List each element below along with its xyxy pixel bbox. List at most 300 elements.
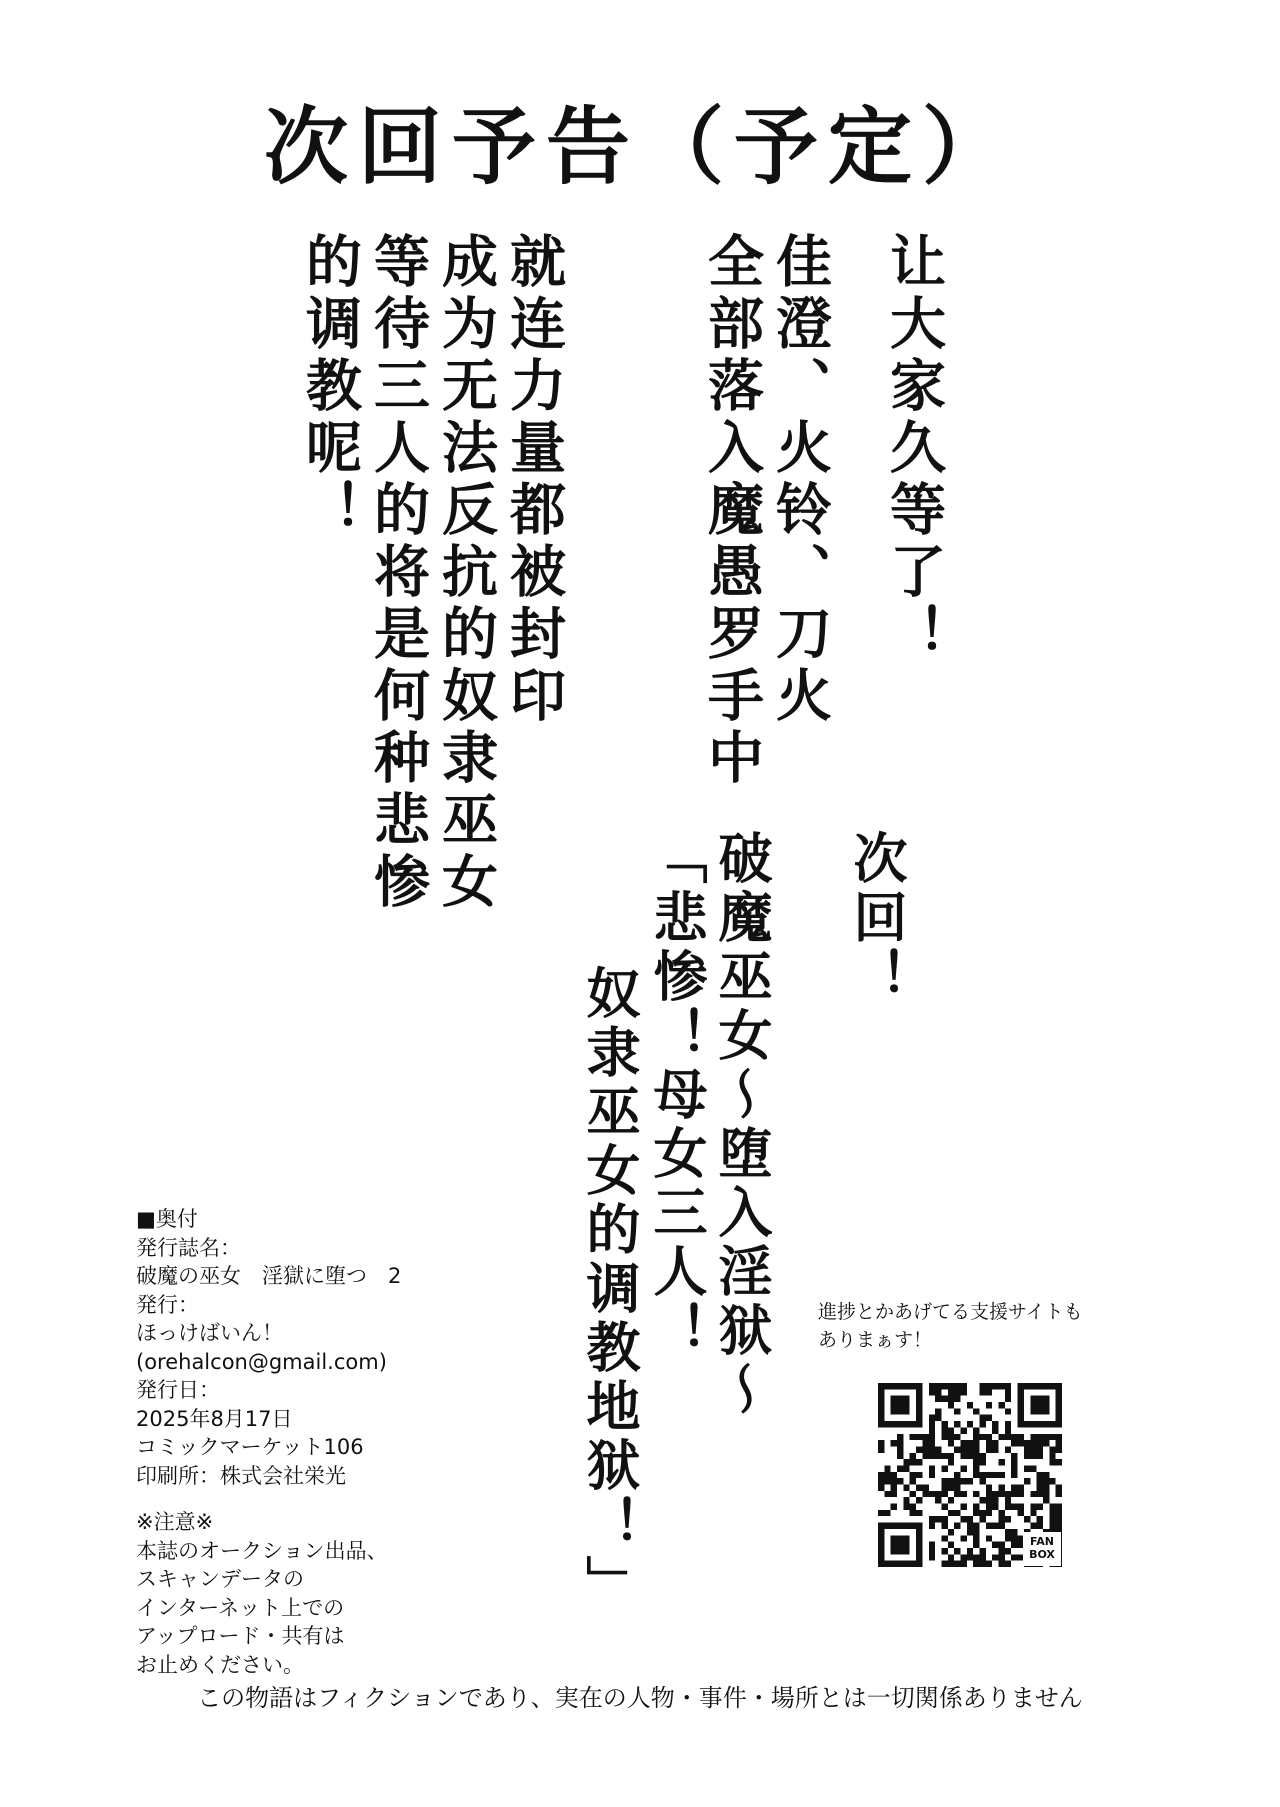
- qr-module: [1030, 1440, 1036, 1446]
- qr-module: [967, 1554, 973, 1560]
- qr-module: [948, 1427, 954, 1433]
- qr-module: [941, 1396, 947, 1402]
- qr-module: [999, 1383, 1005, 1389]
- qr-module: [941, 1561, 947, 1567]
- qr-module: [897, 1453, 903, 1459]
- teaser-column-5: 成为无法反抗的奴隶巫女: [433, 232, 499, 914]
- qr-module: [1005, 1383, 1011, 1389]
- qr-module: [884, 1383, 890, 1389]
- qr-module: [948, 1440, 954, 1446]
- qr-module: [986, 1535, 992, 1541]
- qr-module: [1043, 1485, 1049, 1491]
- colophon-date: 2025年8月17日: [136, 1406, 293, 1431]
- qr-module: [897, 1446, 903, 1452]
- qr-module: [1056, 1402, 1062, 1408]
- qr-module: [999, 1510, 1005, 1516]
- qr-module: [891, 1523, 897, 1529]
- page-title: 次回予告（予定）: [263, 97, 1016, 196]
- qr-module: [910, 1491, 916, 1497]
- qr-module: [910, 1459, 916, 1465]
- qr-module: [1043, 1408, 1049, 1414]
- qr-module: [948, 1529, 954, 1535]
- qr-module: [891, 1408, 897, 1414]
- qr-module: [973, 1472, 979, 1478]
- qr-module: [999, 1516, 1005, 1522]
- qr-module: [999, 1485, 1005, 1491]
- qr-module: [910, 1453, 916, 1459]
- qr-module: [954, 1510, 960, 1516]
- qr-module: [903, 1465, 909, 1471]
- qr-module: [960, 1561, 966, 1567]
- qr-module: [903, 1561, 909, 1567]
- qr-module: [999, 1523, 1005, 1529]
- qr-module: [948, 1485, 954, 1491]
- qr-module: [960, 1478, 966, 1484]
- qr-module: [960, 1491, 966, 1497]
- colophon-email: (orehalcon@gmail.com): [136, 1349, 387, 1374]
- qr-module: [986, 1434, 992, 1440]
- qr-module: [986, 1510, 992, 1516]
- qr-module: [1011, 1472, 1017, 1478]
- qr-module: [891, 1440, 897, 1446]
- qr-module: [992, 1446, 998, 1452]
- qr-module: [903, 1504, 909, 1510]
- qr-module: [954, 1491, 960, 1497]
- qr-module: [922, 1491, 928, 1497]
- qr-module: [954, 1523, 960, 1529]
- qr-module: [935, 1516, 941, 1522]
- qr-module: [916, 1561, 922, 1567]
- qr-module: [1043, 1383, 1049, 1389]
- qr-module: [1037, 1516, 1043, 1522]
- qr-module: [1056, 1446, 1062, 1452]
- fanbox-label: [1023, 1532, 1061, 1566]
- qr-module: [916, 1396, 922, 1402]
- qr-module: [1049, 1383, 1055, 1389]
- next-episode-label: 次回！: [845, 830, 909, 1007]
- qr-module: [992, 1383, 998, 1389]
- qr-module: [1056, 1504, 1062, 1510]
- qr-module: [891, 1548, 897, 1554]
- qr-module: [960, 1516, 966, 1522]
- qr-module: [922, 1453, 928, 1459]
- qr-module: [973, 1434, 979, 1440]
- qr-module: [941, 1478, 947, 1484]
- qr-module: [903, 1421, 909, 1427]
- qr-module: [954, 1396, 960, 1402]
- qr-module: [903, 1459, 909, 1465]
- qr-module: [929, 1453, 935, 1459]
- qr-module: [1037, 1383, 1043, 1389]
- qr-module: [878, 1523, 884, 1529]
- qr-module: [903, 1383, 909, 1389]
- qr-module: [999, 1491, 1005, 1497]
- qr-module: [941, 1427, 947, 1433]
- qr-module: [910, 1434, 916, 1440]
- qr-module: [1037, 1434, 1043, 1440]
- colophon-heading: ■奥付: [136, 1207, 198, 1231]
- qr-module: [897, 1535, 903, 1541]
- qr-module: [903, 1535, 909, 1541]
- qr-module: [1056, 1408, 1062, 1414]
- colophon: [136, 1205, 496, 1679]
- qr-module: [941, 1383, 947, 1389]
- qr-module: [1056, 1440, 1062, 1446]
- qr-module: [916, 1523, 922, 1529]
- qr-module: [897, 1561, 903, 1567]
- qr-module: [999, 1554, 1005, 1560]
- qr-module: [1049, 1434, 1055, 1440]
- qr-module: [1030, 1402, 1036, 1408]
- qr-module: [916, 1542, 922, 1548]
- qr-module: [999, 1548, 1005, 1554]
- qr-module: [929, 1421, 935, 1427]
- qr-module: [941, 1523, 947, 1529]
- qr-module: [980, 1459, 986, 1465]
- qr-module: [1011, 1529, 1017, 1535]
- qr-module: [980, 1415, 986, 1421]
- qr-module: [916, 1415, 922, 1421]
- qr-module: [1043, 1440, 1049, 1446]
- qr-module: [916, 1446, 922, 1452]
- qr-module: [992, 1472, 998, 1478]
- qr-module: [941, 1491, 947, 1497]
- qr-module: [1049, 1421, 1055, 1427]
- qr-module: [1005, 1408, 1011, 1414]
- qr-module: [1030, 1491, 1036, 1497]
- qr-module: [929, 1427, 935, 1433]
- qr-module: [929, 1542, 935, 1548]
- qr-module: [935, 1383, 941, 1389]
- qr-module: [941, 1516, 947, 1522]
- qr-module: [1043, 1472, 1049, 1478]
- qr-module: [1005, 1427, 1011, 1433]
- qr-module: [999, 1459, 1005, 1465]
- qr-module: [973, 1491, 979, 1497]
- qr-module: [1011, 1485, 1017, 1491]
- qr-module: [878, 1548, 884, 1554]
- qr-module: [884, 1491, 890, 1497]
- qr-module: [935, 1491, 941, 1497]
- qr-module: [929, 1415, 935, 1421]
- qr-module: [1005, 1421, 1011, 1427]
- qr-module: [973, 1510, 979, 1516]
- qr-module: [1030, 1510, 1036, 1516]
- qr-module: [992, 1542, 998, 1548]
- qr-module: [1018, 1421, 1024, 1427]
- qr-module: [1037, 1504, 1043, 1510]
- qr-module: [992, 1440, 998, 1446]
- qr-module: [1056, 1415, 1062, 1421]
- qr-module: [929, 1516, 935, 1522]
- next-episode-title-line1: 「悲惨！母女三人！: [645, 830, 709, 1361]
- next-episode-title-line2: 奴隶巫女的调教地狱！」: [578, 965, 642, 1614]
- qr-module: [910, 1478, 916, 1484]
- qr-module: [986, 1440, 992, 1446]
- qr-module: [1024, 1453, 1030, 1459]
- qr-module: [973, 1529, 979, 1535]
- qr-module: [910, 1421, 916, 1427]
- qr-module: [1005, 1434, 1011, 1440]
- qr-module: [1024, 1440, 1030, 1446]
- qr-module: [929, 1523, 935, 1529]
- qr-module: [948, 1402, 954, 1408]
- qr-module: [916, 1472, 922, 1478]
- qr-module: [1037, 1421, 1043, 1427]
- qr-module: [1005, 1516, 1011, 1522]
- qr-module: [1056, 1383, 1062, 1389]
- qr-module: [973, 1408, 979, 1414]
- qr-module: [878, 1402, 884, 1408]
- qr-module: [954, 1446, 960, 1452]
- qr-module: [1043, 1402, 1049, 1408]
- qr-module: [891, 1402, 897, 1408]
- qr-module: [967, 1523, 973, 1529]
- qr-module: [1018, 1485, 1024, 1491]
- qr-module: [954, 1434, 960, 1440]
- qr-module: [948, 1542, 954, 1548]
- notice-line: 本誌のオークション出品、: [136, 1538, 388, 1563]
- qr-module: [960, 1535, 966, 1541]
- teaser-column-3: 全部落入魔愚罗手中: [699, 232, 765, 790]
- qr-module: [891, 1535, 897, 1541]
- qr-module: [986, 1523, 992, 1529]
- qr-module: [1011, 1440, 1017, 1446]
- qr-module: [1018, 1383, 1024, 1389]
- qr-module: [973, 1427, 979, 1433]
- qr-module: [884, 1561, 890, 1567]
- qr-module: [1005, 1535, 1011, 1541]
- qr-module: [1018, 1491, 1024, 1497]
- qr-module: [954, 1472, 960, 1478]
- qr-module: [967, 1440, 973, 1446]
- qr-module: [1056, 1434, 1062, 1440]
- qr-module: [916, 1554, 922, 1560]
- notice-line: インターネット上での: [136, 1595, 345, 1620]
- qr-module: [986, 1504, 992, 1510]
- qr-module: [986, 1446, 992, 1452]
- qr-module: [941, 1421, 947, 1427]
- qr-module: [878, 1421, 884, 1427]
- qr-module: [1030, 1396, 1036, 1402]
- qr-module: [941, 1485, 947, 1491]
- qr-module: [941, 1465, 947, 1471]
- qr-module: [897, 1434, 903, 1440]
- qr-module: [910, 1523, 916, 1529]
- qr-module: [980, 1510, 986, 1516]
- qr-module: [954, 1561, 960, 1567]
- qr-module: [967, 1529, 973, 1535]
- next-episode-series: 破魔巫女～堕入淫狱～: [710, 830, 774, 1420]
- qr-module: [980, 1548, 986, 1554]
- teaser-column-6: 等待三人的将是何种悲惨: [365, 232, 431, 914]
- qr-module: [1005, 1548, 1011, 1554]
- colophon-line: ほっけばいん！: [136, 1321, 283, 1345]
- qr-module: [1011, 1542, 1017, 1548]
- qr-module: [884, 1510, 890, 1516]
- qr-module: [884, 1421, 890, 1427]
- qr-module: [891, 1561, 897, 1567]
- qr-module: [1037, 1408, 1043, 1414]
- qr-module: [891, 1421, 897, 1427]
- qr-module: [1037, 1396, 1043, 1402]
- qr-module: [897, 1542, 903, 1548]
- qr-module: [922, 1446, 928, 1452]
- qr-module: [891, 1472, 897, 1478]
- qr-module: [1043, 1491, 1049, 1497]
- qr-module: [1018, 1504, 1024, 1510]
- qr-module: [1056, 1491, 1062, 1497]
- qr-module: [948, 1459, 954, 1465]
- qr-module: [878, 1485, 884, 1491]
- qr-module: [1011, 1459, 1017, 1465]
- qr-module: [897, 1408, 903, 1414]
- qr-module: [954, 1485, 960, 1491]
- qr-module: [903, 1523, 909, 1529]
- qr-module: [903, 1497, 909, 1503]
- qr-module: [1024, 1446, 1030, 1452]
- qr-module: [954, 1421, 960, 1427]
- qr-module: [1056, 1510, 1062, 1516]
- qr-module: [1005, 1389, 1011, 1395]
- qr-module: [992, 1427, 998, 1433]
- qr-module: [1005, 1491, 1011, 1497]
- qr-module: [897, 1402, 903, 1408]
- qr-module: [973, 1561, 979, 1567]
- qr-module: [967, 1446, 973, 1452]
- qr-module: [954, 1389, 960, 1395]
- qr-module: [1043, 1434, 1049, 1440]
- notice-line: スキャンデータの: [136, 1567, 304, 1591]
- qr-module: [1043, 1396, 1049, 1402]
- qr-module: [891, 1383, 897, 1389]
- qr-module: [948, 1497, 954, 1503]
- qr-module: [891, 1504, 897, 1510]
- qr-module: [935, 1389, 941, 1395]
- qr-module: [948, 1453, 954, 1459]
- qr-module: [1049, 1459, 1055, 1465]
- qr-module: [929, 1383, 935, 1389]
- qr-module: [973, 1554, 979, 1560]
- qr-module: [891, 1478, 897, 1484]
- qr-module: [878, 1542, 884, 1548]
- qr-module: [916, 1402, 922, 1408]
- qr-module: [1030, 1446, 1036, 1452]
- qr-module: [992, 1554, 998, 1560]
- qr-module: [935, 1396, 941, 1402]
- qr-module: [1056, 1396, 1062, 1402]
- teaser-column-4: 就连力量都被封印: [501, 232, 567, 728]
- qr-module: [967, 1548, 973, 1554]
- qr-module: [1049, 1504, 1055, 1510]
- qr-module: [1005, 1529, 1011, 1535]
- qr-module: [1018, 1402, 1024, 1408]
- qr-module: [1011, 1491, 1017, 1497]
- qr-module: [1043, 1497, 1049, 1503]
- qr-module: [1005, 1396, 1011, 1402]
- qr-module: [878, 1478, 884, 1484]
- qr-module: [992, 1523, 998, 1529]
- qr-module: [878, 1561, 884, 1567]
- colophon-line: 発行日：: [136, 1378, 220, 1402]
- qr-module: [986, 1415, 992, 1421]
- qr-module: [954, 1383, 960, 1389]
- qr-module: [1037, 1478, 1043, 1484]
- qr-module: [1011, 1554, 1017, 1560]
- qr-module: [891, 1491, 897, 1497]
- qr-module: [916, 1535, 922, 1541]
- qr-module: [973, 1504, 979, 1510]
- qr-module: [878, 1415, 884, 1421]
- qr-module: [1056, 1516, 1062, 1522]
- qr-module: [903, 1396, 909, 1402]
- qr-module: [884, 1465, 890, 1471]
- qr-module: [897, 1396, 903, 1402]
- qr-module: [967, 1453, 973, 1459]
- qr-module: [967, 1478, 973, 1484]
- qr-module: [960, 1389, 966, 1395]
- qr-module: [1005, 1561, 1011, 1567]
- qr-module: [922, 1434, 928, 1440]
- qr-module: [903, 1485, 909, 1491]
- qr-module: [948, 1510, 954, 1516]
- qr-module: [922, 1440, 928, 1446]
- qr-module: [935, 1408, 941, 1414]
- qr-module: [1024, 1383, 1030, 1389]
- qr-module: [878, 1529, 884, 1535]
- qr-module: [1024, 1421, 1030, 1427]
- qr-module: [891, 1396, 897, 1402]
- qr-module: [960, 1427, 966, 1433]
- qr-module: [960, 1504, 966, 1510]
- qr-module: [1049, 1523, 1055, 1529]
- colophon-line: 発行誌名：: [136, 1235, 241, 1260]
- qr-module: [916, 1421, 922, 1427]
- qr-module: [1011, 1465, 1017, 1471]
- qr-module: [980, 1421, 986, 1427]
- qr-module: [960, 1446, 966, 1452]
- qr-module: [1024, 1478, 1030, 1484]
- qr-module: [935, 1497, 941, 1503]
- qr-module: [903, 1542, 909, 1548]
- qr-module: [916, 1529, 922, 1535]
- qr-module: [973, 1535, 979, 1541]
- qr-module: [1030, 1408, 1036, 1414]
- qr-module: [878, 1554, 884, 1560]
- qr-module: [980, 1472, 986, 1478]
- qr-module: [891, 1542, 897, 1548]
- qr-module: [916, 1383, 922, 1389]
- qr-module: [973, 1523, 979, 1529]
- qr-module: [922, 1485, 928, 1491]
- qr-module: [967, 1402, 973, 1408]
- qr-module: [948, 1389, 954, 1395]
- qr-module: [973, 1453, 979, 1459]
- qr-module: [935, 1453, 941, 1459]
- qr-module: [1043, 1421, 1049, 1427]
- qr-module: [929, 1472, 935, 1478]
- qr-module: [973, 1440, 979, 1446]
- qr-module: [1037, 1491, 1043, 1497]
- qr-module: [960, 1453, 966, 1459]
- qr-module: [986, 1561, 992, 1567]
- qr-module: [948, 1396, 954, 1402]
- qr-module: [897, 1421, 903, 1427]
- qr-module: [1030, 1383, 1036, 1389]
- qr-module: [1049, 1453, 1055, 1459]
- colophon-line: 発行：: [136, 1292, 199, 1317]
- qr-module: [980, 1478, 986, 1484]
